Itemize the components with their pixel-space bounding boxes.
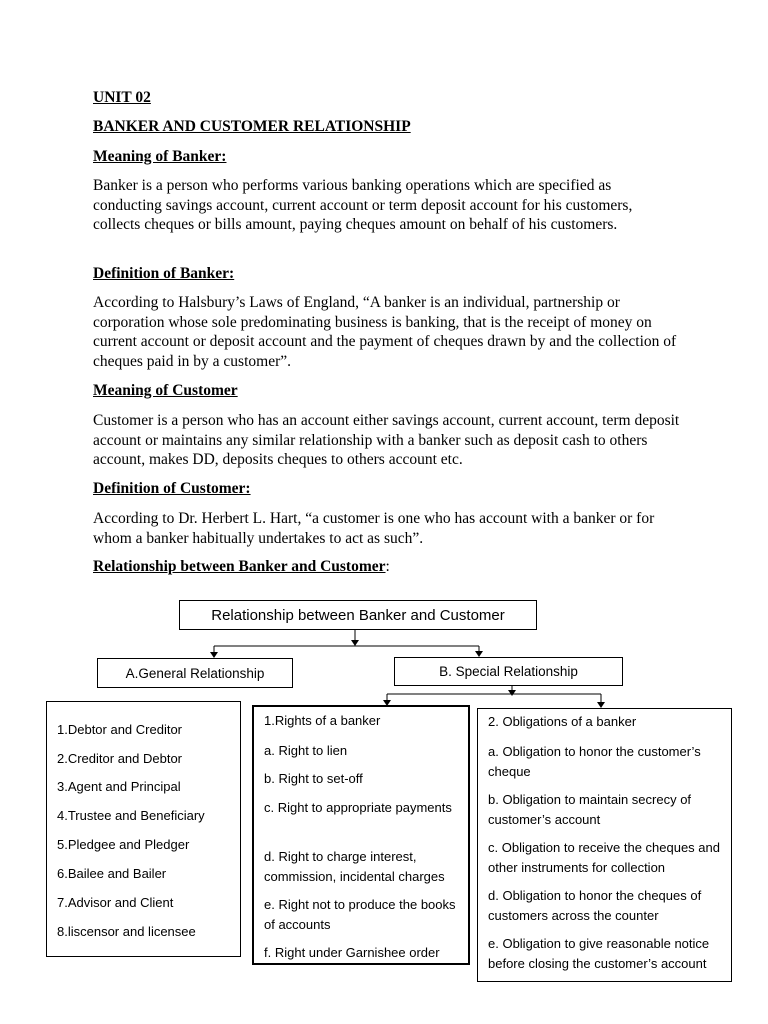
special-relationship-label: B. Special Relationship bbox=[439, 664, 578, 679]
special-relationship-box bbox=[394, 657, 623, 686]
section-heading: Meaning of Customer bbox=[93, 382, 238, 399]
list-item: e. Right not to produce the books of accounts bbox=[264, 897, 456, 932]
diagram-root-label: Relationship between Banker and Customer bbox=[211, 606, 505, 624]
list-item: b. Right to set-off bbox=[264, 771, 363, 786]
list-item: 3.Agent and Principal bbox=[57, 779, 181, 794]
list-item: 8.liscensor and licensee bbox=[57, 924, 196, 939]
obligations-title: 2. Obligations of a banker bbox=[488, 714, 637, 729]
rights-title: 1.Rights of a banker bbox=[264, 713, 381, 728]
unit-label: UNIT 02 bbox=[93, 89, 151, 106]
relationship-colon: : bbox=[385, 558, 390, 575]
section-paragraph: According to Dr. Herbert L. Hart, “a customer is one who has account with a banker or for whom a banker habitually undertakes to act as such”. bbox=[93, 510, 655, 547]
list-item: e. Obligation to give reasonable notice before closing the customer’s account bbox=[488, 936, 710, 971]
general-relationship-list bbox=[46, 701, 241, 957]
rights-of-banker-list bbox=[252, 705, 470, 965]
list-item: 4.Trustee and Beneficiary bbox=[57, 808, 205, 823]
document-title: BANKER AND CUSTOMER RELATIONSHIP bbox=[93, 118, 411, 135]
section-paragraph: Banker is a person who performs various banking operations which are specified as conducting savings account, current account or term deposit account for his customers, collects cheques or bills amount, paying cheques amount on behalf of his customers. bbox=[93, 177, 633, 234]
list-item: d. Obligation to honor the cheques of customers across the counter bbox=[488, 888, 702, 923]
relationship-heading: Relationship between Banker and Customer bbox=[93, 558, 386, 575]
section-heading: Definition of Customer: bbox=[93, 480, 251, 497]
list-item: c. Right to appropriate payments bbox=[264, 800, 452, 815]
section-paragraph: According to Halsbury’s Laws of England, “A banker is an individual, partnership or corporation whose sole predominating business is banking, that is the receipt of money on current account or deposit account and the payment of cheques drawn by and the collection of cheques paid in by a customer”. bbox=[93, 294, 677, 370]
section-heading: Meaning of Banker: bbox=[93, 148, 227, 165]
general-relationship-label: A.General Relationship bbox=[125, 665, 265, 681]
list-item: 1.Debtor and Creditor bbox=[57, 722, 183, 737]
list-item: b. Obligation to maintain secrecy of customer’s account bbox=[488, 792, 692, 827]
list-item: f. Right under Garnishee order bbox=[264, 945, 440, 960]
list-item: 5.Pledgee and Pledger bbox=[57, 837, 190, 852]
obligations-of-banker-list bbox=[477, 708, 732, 982]
general-relationship-box bbox=[97, 658, 293, 688]
diagram-root-box bbox=[179, 600, 537, 630]
list-item: d. Right to charge interest, commission, incidental charges bbox=[264, 849, 445, 884]
list-item: c. Obligation to receive the cheques and other instruments for collection bbox=[488, 840, 720, 875]
list-item: 7.Advisor and Client bbox=[57, 895, 174, 910]
list-item: a. Obligation to honor the customer’s cheque bbox=[488, 744, 701, 779]
section-heading: Definition of Banker: bbox=[93, 265, 235, 282]
section-paragraph: Customer is a person who has an account either savings account, current account, term deposit account or maintains any similar relationship with a banker such as deposit cash to others account, makes DD, deposits cheques to others account etc. bbox=[93, 412, 680, 469]
list-item: 2.Creditor and Debtor bbox=[57, 751, 183, 766]
list-item: a. Right to lien bbox=[264, 743, 348, 758]
list-item: 6.Bailee and Bailer bbox=[57, 866, 167, 881]
